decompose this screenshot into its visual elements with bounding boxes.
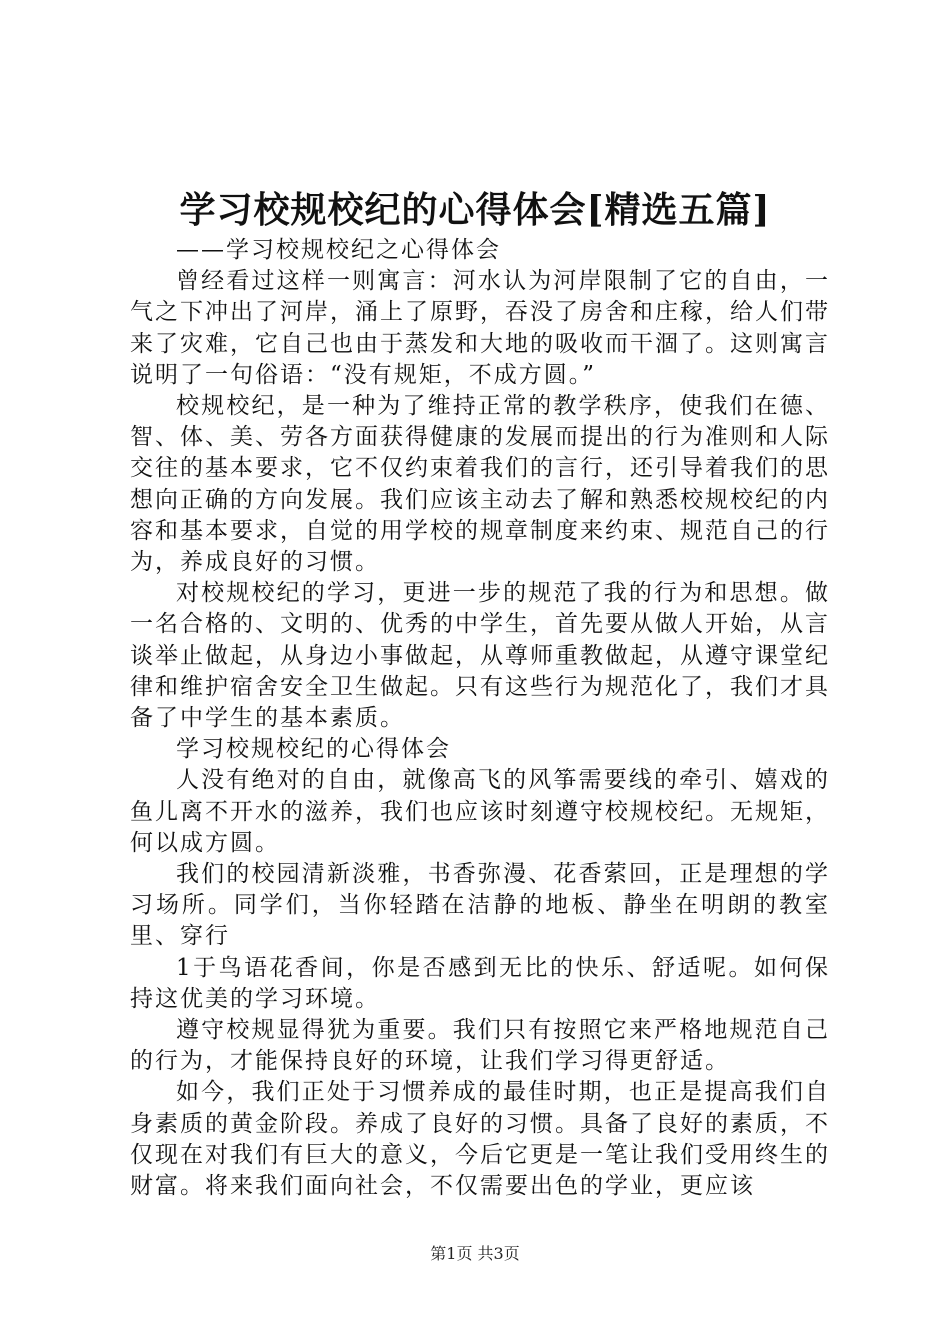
document-title: 学习校规校纪的心得体会[精选五篇]: [179, 189, 771, 231]
paragraph: 人没有绝对的自由，就像高飞的风筝需要线的牵引、嬉戏的鱼儿离不开水的滋养，我们也应该时刻遵守校规校纪。无规矩，何以成方圆。: [130, 767, 830, 856]
paragraph: 对校规校纪的学习，更进一步的规范了我的行为和思想。做一名合格的、文明的、优秀的中学生，首先要从做人开始，从言谈举止做起，从身边小事做起，从尊师重教做起，从遵守课堂纪律和维护宿舍安全卫生做起。只有这些行为规范化了，我们才具备了中学生的基本素质。: [130, 580, 830, 732]
paragraph: 1于鸟语花香间，你是否感到无比的快乐、舒适呢。如何保持这优美的学习环境。: [130, 954, 830, 1012]
section-heading: 学习校规校纪的心得体会: [176, 736, 451, 763]
document-subtitle: ——学习校规校纪之心得体会: [176, 237, 501, 263]
paragraph: 校规校纪，是一种为了维持正常的教学秩序，使我们在德、智、体、美、劳各方面获得健康的发展而提出的行为准则和人际交往的基本要求，它不仅约束着我们的言行，还引导着我们的思想向正确的方向发展。我们应该主动去了解和熟悉校规校纪的内容和基本要求，自觉的用学校的规章制度来约束、规范自己的行为，养成良好的习惯。: [130, 393, 830, 576]
page-number: 第1页 共3页: [430, 1244, 520, 1263]
document-body: [130, 235, 830, 1202]
paragraph: 如今，我们正处于习惯养成的最佳时期，也正是提高我们自身素质的黄金阶段。养成了良好的习惯。具备了良好的素质，不仅现在对我们有巨大的意义，今后它更是一笔让我们受用终生的财富。将来我们面向社会，不仅需要出色的学业，更应该: [130, 1079, 830, 1200]
paragraph: 我们的校园清新淡雅，书香弥漫、花香萦回，正是理想的学习场所。同学们，当你轻踏在洁静的地板、静坐在明朗的教室里、穿行: [130, 861, 830, 950]
paragraph: 遵守校规显得犹为重要。我们只有按照它来严格地规范自己的行为，才能保持良好的环境，让我们学习得更舒适。: [130, 1017, 830, 1075]
paragraph: 曾经看过这样一则寓言：河水认为河岸限制了它的自由，一气之下冲出了河岸，涌上了原野，吞没了房舍和庄稼，给人们带来了灾难，它自己也由于蒸发和大地的吸收而干涸了。这则寓言说明了一句俗语：“没有规矩，不成方圆。”: [130, 268, 830, 388]
